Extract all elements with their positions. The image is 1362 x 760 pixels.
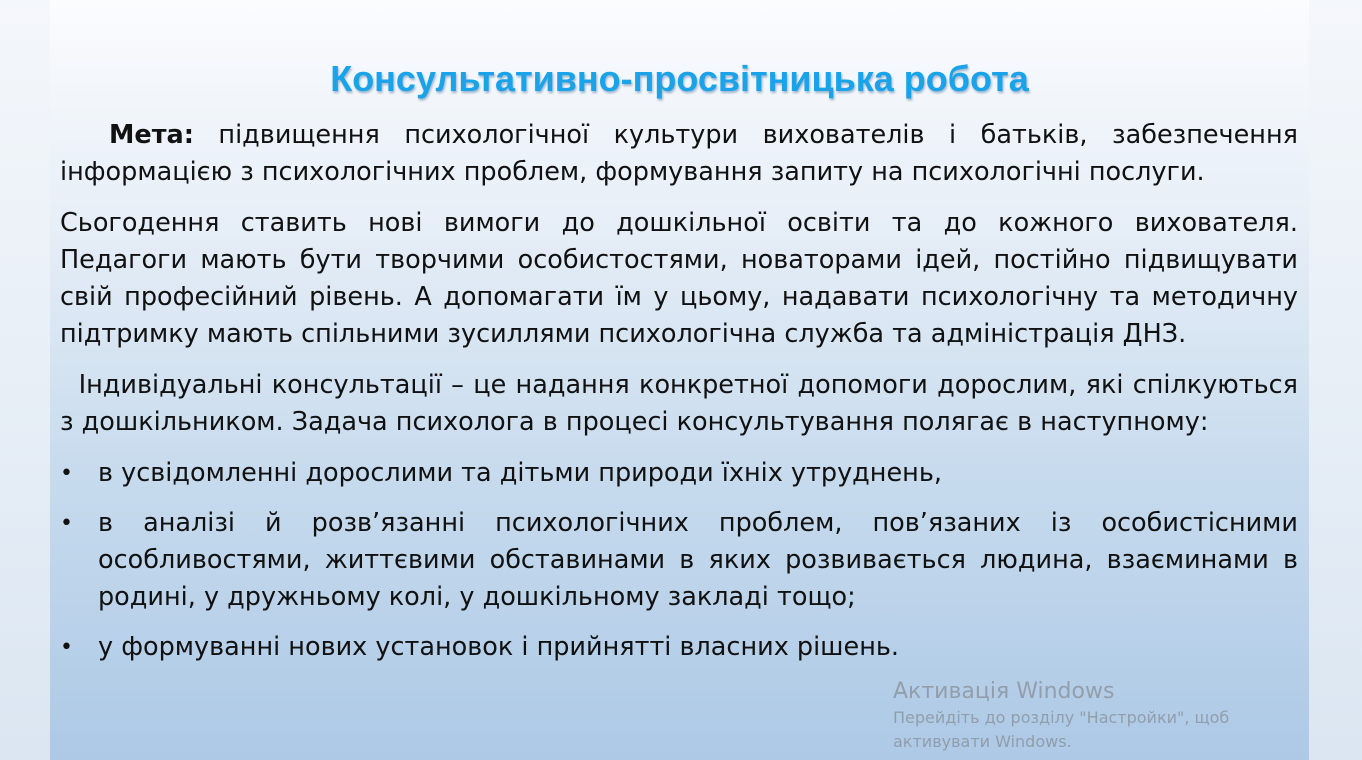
slide-body — [60, 117, 1298, 679]
goal-paragraph — [60, 117, 1298, 191]
list-item — [60, 505, 1298, 616]
tasks-list — [60, 455, 1298, 666]
list-item-text: у формуванні нових установок і прийнятті власних рішень. — [98, 632, 899, 662]
requirements-paragraph: Сьогодення ставить нові вимоги до дошкільної освіти та до кожного вихователя. Педагоги мають бути творчими особистостями, новаторами ідей, постійно підвищувати свій професійний рівень. А допомагати їм у цьому, надавати психологічну та методичну підтримку мають спільними зусиллями психологічна служба та адміністрація ДНЗ. — [60, 208, 1298, 349]
consultations-text: Індивідуальні консультації – це надання конкретної допомоги дорослим, які спілкуються з дошкільником. Задача психолога в процесі консультування полягає в наступному: — [60, 370, 1298, 437]
windows-activation-watermark — [893, 678, 1323, 754]
presentation-slide — [50, 0, 1309, 760]
list-item — [60, 629, 1298, 666]
list-item-text: в усвідомленні дорослими та дітьми природи їхніх утруднень, — [98, 458, 942, 488]
list-item-text: в аналізі й розв’язанні психологічних проблем, пов’язаних із особистісними особливостями, життєвими обставинами в яких розвивається людина, взаєминами в родині, у дружньому колі, у дошкільному закладі тощо; — [98, 508, 1298, 612]
watermark-subtitle: Перейдіть до розділу "Настройки", щоб активувати Windows. — [893, 708, 1230, 751]
bullet-icon: • — [60, 461, 73, 486]
consultations-paragraph — [60, 367, 1298, 441]
slide-margin-left — [0, 0, 50, 760]
goal-label: Мета: — [109, 120, 194, 150]
bullet-icon: • — [60, 511, 73, 536]
slide-title: Консультативно-просвітницька робота — [330, 58, 1029, 99]
list-item — [60, 455, 1298, 492]
slide-margin-right — [1309, 0, 1362, 760]
bullet-icon: • — [60, 635, 73, 660]
watermark-title: Активація Windows — [893, 679, 1115, 704]
goal-text: підвищення психологічної культури вихователів і батьків, забезпечення інформацією з психологічних проблем, формування запиту на психологічні послуги. — [60, 120, 1298, 187]
